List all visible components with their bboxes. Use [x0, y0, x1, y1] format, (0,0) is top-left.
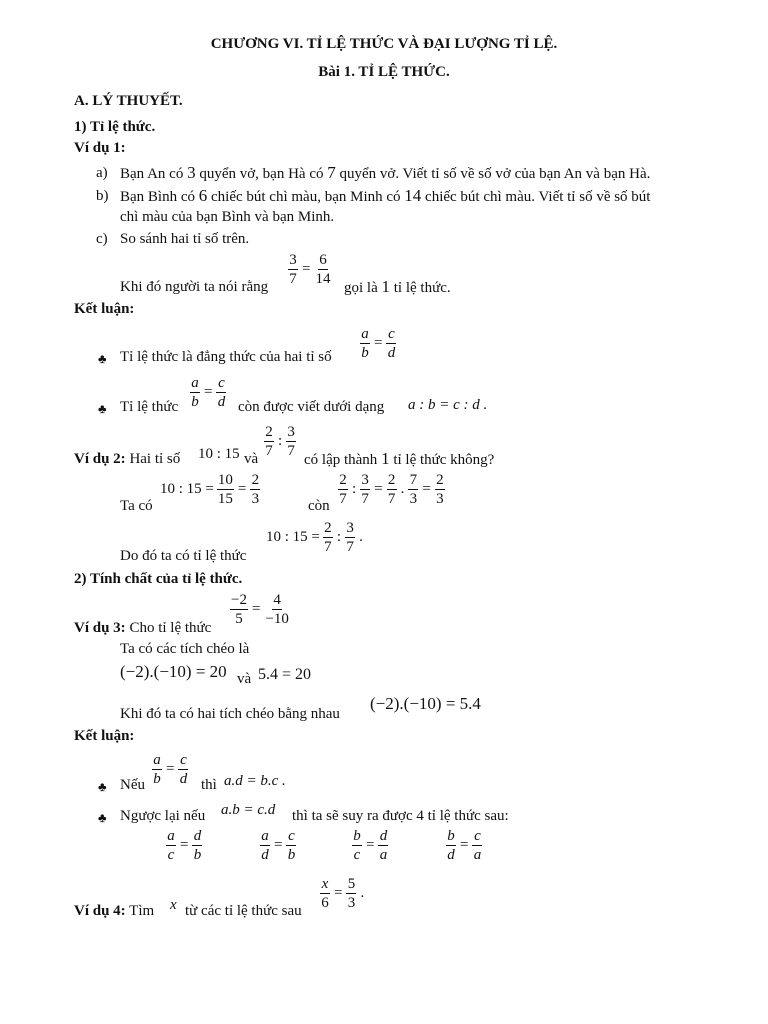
item-b-marker: b): [96, 188, 109, 204]
fraction: $\frac{6}{14}$: [315, 252, 331, 287]
taco-label: Ta có: [120, 498, 153, 514]
item-c-marker: c): [96, 231, 108, 247]
fraction: $\frac{10}{15}$: [217, 472, 233, 507]
part1-heading: 1) Tỉ lệ thức.: [74, 119, 156, 135]
fraction: $\frac{c}{d}$: [387, 326, 396, 361]
converse-expr: a.b = c.d: [221, 802, 276, 818]
fraction: $\frac{a}{c}$: [167, 828, 175, 863]
fraction: $\frac{b}{d}$: [447, 828, 455, 863]
lesson-title: Bài 1. TỈ LỆ THỨC.: [318, 64, 450, 80]
equation-x-6-5-3: $\frac{x}{6}$ = $\frac{5}{3}$ .: [321, 876, 365, 911]
product-2: 5.4 = 20: [258, 666, 312, 683]
equation-2-7-3-7: $\frac{2}{7}$ : $\frac{3}{7}$ = $\frac{2}{7}$ . $\frac{7}{3}$ = $\frac{2}{3}$: [339, 472, 444, 507]
fraction: $\frac{a}{b}$: [153, 752, 161, 787]
doc-label: Do đó ta có tỉ lệ thức: [120, 548, 247, 564]
example2-and: và: [244, 451, 259, 467]
fraction: $\frac{2}{7}$: [339, 472, 347, 507]
and-label: và: [237, 671, 252, 687]
proportion-2: $\frac{a}{d}$ = $\frac{c}{b}$: [261, 828, 296, 863]
equation-a-b-c-d: $\frac{a}{b}$ = $\frac{c}{d}$: [361, 326, 396, 361]
example4-question-2: từ các tỉ lệ thức sau: [185, 903, 302, 919]
then-text-2: gọi là 1 tỉ lệ thức.: [344, 277, 451, 296]
item-b-text: Bạn Bình có 6 chiếc bút chì màu, bạn Minh có 14 chiếc bút chì màu. Viết tỉ số về số bút: [120, 186, 651, 205]
cross-product-text: Ta có các tích chéo là: [120, 641, 250, 657]
proportion-3: $\frac{b}{c}$ = $\frac{d}{a}$: [353, 828, 388, 863]
club-bullet-icon: ♣: [98, 810, 107, 825]
converse-label: Ngược lại nếu: [120, 808, 206, 824]
proportion-1: $\frac{a}{c}$ = $\frac{d}{b}$: [167, 828, 202, 863]
equation-a-b-c-d-3: $\frac{a}{b}$ = $\frac{c}{d}$: [153, 752, 188, 787]
example1-label: Ví dụ 1:: [74, 140, 126, 156]
variable-x: x: [170, 897, 177, 913]
fraction: $\frac{2}{3}$: [436, 472, 444, 507]
club-bullet-icon: ♣: [98, 351, 107, 366]
fraction: $\frac{c}{d}$: [179, 752, 188, 787]
fraction: $\frac{b}{c}$: [353, 828, 361, 863]
conclusion1-item2-text: Tỉ lệ thức: [120, 399, 179, 415]
fraction: $\frac{3}{7}$: [287, 424, 295, 459]
conclusion2-label: Kết luận:: [74, 728, 135, 744]
item-a-marker: a): [96, 165, 108, 181]
conclusion1-item1: Tỉ lệ thức là đẳng thức của hai tỉ số: [120, 349, 332, 365]
item-a-text: Bạn An có 3 quyển vở, bạn Hà có 7 quyển vở. Viết tỉ số về số vở của bạn An và bạn Hà.: [120, 163, 651, 182]
conclusion1-item2-text-2: còn được viết dưới dạng: [238, 399, 385, 415]
fraction: $\frac{-2}{5}$: [231, 592, 247, 627]
product-1: (−2).(−10) = 20: [120, 662, 227, 681]
equation-a-b-c-d-2: $\frac{a}{b}$ = $\frac{c}{d}$: [191, 375, 226, 410]
fraction: $\frac{x}{6}$: [321, 876, 329, 911]
example2-question-2: có lập thành 1 tỉ lệ thức không?: [304, 449, 495, 468]
fraction: $\frac{3}{7}$: [289, 252, 297, 287]
equation-m2-5-4-m10: $\frac{-2}{5}$ = $\frac{4}{-10}$: [231, 592, 289, 627]
chapter-title: CHƯƠNG VI. TỈ LỆ THỨC VÀ ĐẠI LƯỢNG TỈ LỆ.: [210, 36, 558, 52]
fraction: $\frac{a}{d}$: [261, 828, 269, 863]
proportion-4: $\frac{b}{d}$ = $\frac{c}{a}$: [447, 828, 482, 863]
item-b-text-cont: chì màu của bạn Bình và bạn Minh.: [120, 209, 335, 225]
fraction: $\frac{2}{7}$: [324, 520, 332, 555]
equation-10-15: 10 : 15 = $\frac{10}{15}$ = $\frac{2}{3}$: [160, 472, 260, 507]
equal-expr: (−2).(−10) = 5.4: [370, 694, 481, 713]
section-a-heading: A. LÝ THUYẾT.: [74, 93, 183, 109]
conclusion1-label: Kết luận:: [74, 301, 135, 317]
fraction: $\frac{5}{3}$: [347, 876, 356, 911]
club-bullet-icon: ♣: [98, 401, 107, 416]
then-label: thì: [201, 777, 217, 793]
fraction: $\frac{c}{b}$: [287, 828, 296, 863]
fraction: $\frac{7}{3}$: [409, 472, 418, 507]
then-text-1: Khi đó người ta nói rằng: [120, 279, 269, 295]
fraction: $\frac{2}{7}$: [387, 472, 396, 507]
con-label: còn: [308, 498, 330, 514]
converse-text: thì ta sẽ suy ra được 4 tỉ lệ thức sau:: [292, 808, 509, 824]
example3-question: Ví dụ 3: Cho tỉ lệ thức: [74, 620, 212, 636]
fraction: $\frac{2}{3}$: [251, 472, 260, 507]
example2-question: Ví dụ 2: Hai tỉ số: [74, 451, 181, 467]
equation-3-7-6-14: $\frac{3}{7}$ = $\frac{6}{14}$: [289, 252, 331, 287]
fraction: $\frac{c}{d}$: [217, 375, 226, 410]
part2-heading: 2) Tính chất của tỉ lệ thức.: [74, 571, 243, 587]
fraction: $\frac{3}{7}$: [346, 520, 354, 555]
fraction: $\frac{4}{-10}$: [265, 592, 289, 627]
item-c-text: So sánh hai tỉ số trên.: [120, 231, 250, 247]
example4-question: Ví dụ 4: Tìm: [74, 903, 155, 919]
ratio-2-7-3-7: $\frac{2}{7}$ : $\frac{3}{7}$: [265, 424, 295, 459]
equation-conclusion: 10 : 15 = $\frac{2}{7}$ : $\frac{3}{7}$ .: [266, 520, 363, 555]
cross-rule-expr: a.d = b.c .: [224, 773, 286, 789]
club-bullet-icon: ♣: [98, 779, 107, 794]
fraction: $\frac{2}{7}$: [265, 424, 273, 459]
fraction: $\frac{d}{a}$: [379, 828, 388, 863]
fraction: $\frac{a}{b}$: [191, 375, 199, 410]
equal-text: Khi đó ta có hai tích chéo bằng nhau: [120, 706, 340, 722]
fraction: $\frac{3}{7}$: [361, 472, 369, 507]
fraction: $\frac{a}{b}$: [361, 326, 369, 361]
ratio-10-15: 10 : 15: [198, 446, 240, 462]
colon-form: a : b = c : d .: [408, 397, 488, 413]
fraction: $\frac{c}{a}$: [473, 828, 482, 863]
fraction: $\frac{d}{b}$: [193, 828, 202, 863]
if-label: Nếu: [120, 777, 145, 793]
